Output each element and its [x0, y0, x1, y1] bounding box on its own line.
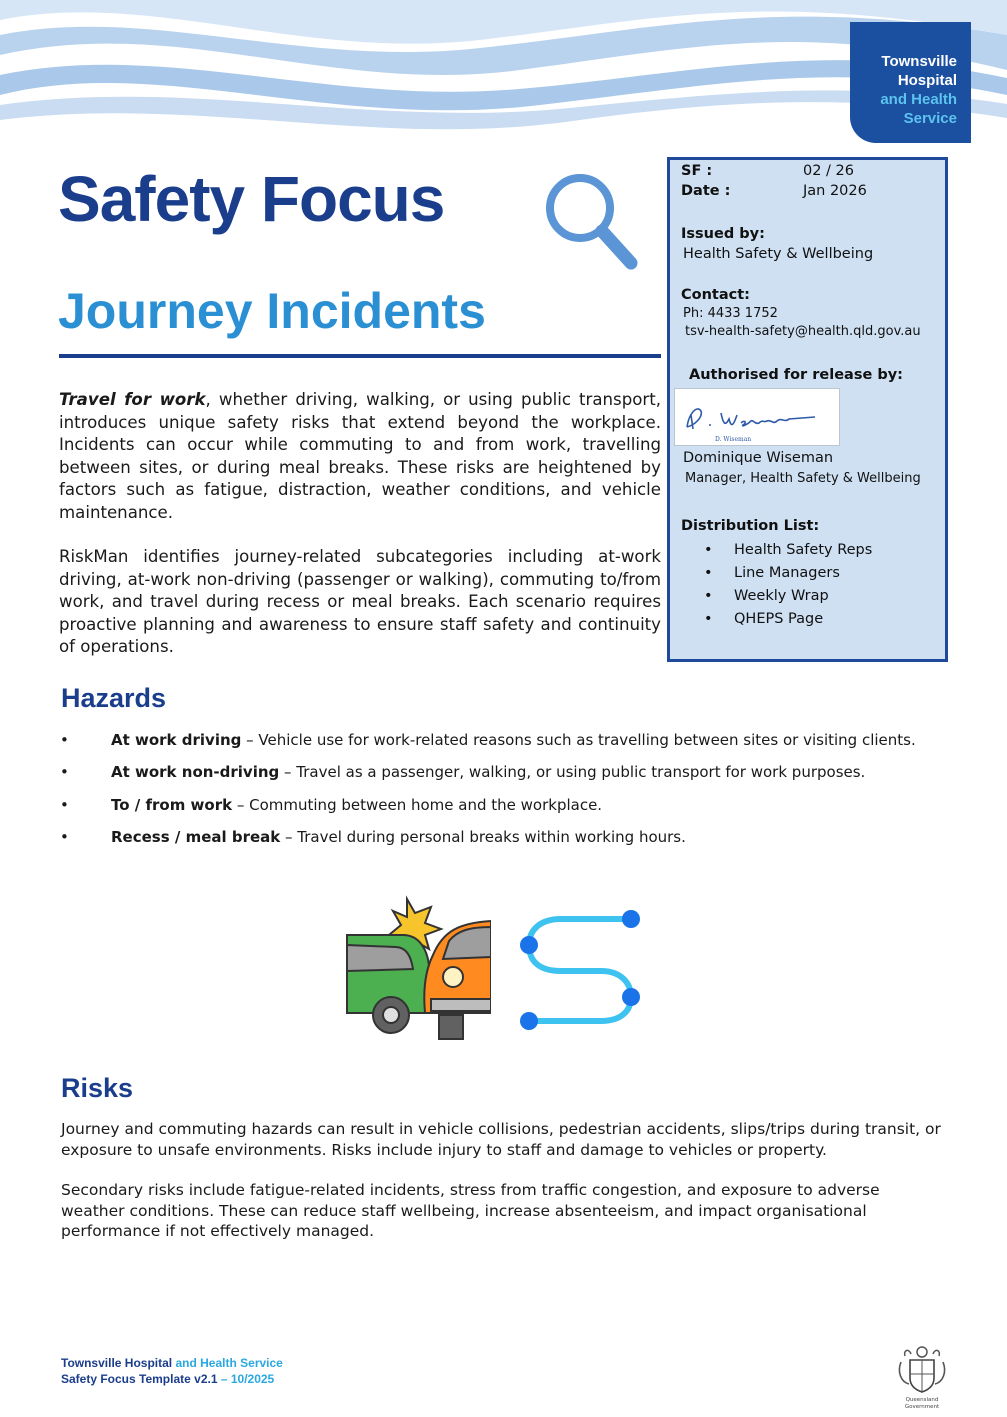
organisation-logo: [850, 22, 971, 143]
route-icon: [515, 905, 647, 1033]
signature-drawing: [675, 389, 839, 445]
list-item: • QHEPS Page: [704, 611, 824, 627]
authorised-label: Authorised for release by:: [689, 367, 903, 383]
logo-line-4: Service: [903, 110, 957, 127]
magnifier-icon: [540, 170, 645, 275]
crest-text-line-2: Government: [904, 1404, 940, 1410]
date-label: Date :: [681, 183, 731, 199]
issued-by-value: Health Safety & Wellbeing: [683, 246, 874, 262]
crest-text-line-1: Queensland: [905, 1397, 939, 1403]
distribution-label: Distribution List:: [681, 518, 820, 534]
footer: [61, 1355, 283, 1387]
hazards-heading: Hazards: [61, 683, 167, 713]
contact-email: tsv-health-safety@health.qld.gov.au: [685, 324, 921, 339]
list-item: • Health Safety Reps: [704, 542, 873, 558]
list-item: • Weekly Wrap: [704, 588, 829, 604]
logo-line-1: Townsville: [881, 53, 957, 70]
risks-paragraph-2: Secondary risks include fatigue-related incidents, stress from traffic congestion, and exposure to adverse weather conditions. These can reduce staff wellbeing, increase absenteeism, and impact organisational performance if not effectively managed.: [61, 1181, 880, 1240]
page-subtitle: Journey Incidents: [58, 283, 486, 339]
signature-image: [674, 388, 840, 446]
distribution-list: [704, 539, 872, 631]
intro-paragraph-1: [59, 389, 661, 524]
intro-lead: Travel for work: [59, 390, 206, 409]
footer-line-2: Safety Focus Template v2.1 – 10/2025: [61, 1372, 275, 1386]
intro-paragraph-2: RiskMan identifies journey-related subcategories including at-work driving, at-work non-driving (passenger or walking), commuting to/from work, and travel during recess or meal breaks. Each scenario requires proactive planning and awareness to ensure staff safety and continuity of operations.: [59, 547, 661, 656]
sf-label: SF :: [681, 163, 713, 179]
document-info-box: [667, 157, 948, 662]
intro-paragraph-1-text: , whether driving, walking, or using public transport, introduces unique safety risks that extend beyond the workplace. Incidents can occur while commuting to and from work, travelling between sites, or during meal breaks. These risks are heightened by factors such as fatigue, distraction, weather conditions, and vehicle maintenance.: [59, 390, 661, 522]
page-title: Safety Focus: [58, 163, 445, 235]
date-value: Jan 2026: [803, 183, 867, 199]
logo-line-3: and Health: [880, 91, 957, 108]
footer-line-1: Townsville Hospital and Health Service: [61, 1356, 283, 1370]
contact-phone: Ph: 4433 1752: [683, 306, 778, 321]
intro-text: [59, 389, 661, 681]
authoriser-role: Manager, Health Safety & Wellbeing: [685, 471, 921, 486]
risks-heading: Risks: [61, 1073, 134, 1103]
contact-label: Contact:: [681, 287, 750, 303]
authoriser-name: Dominique Wiseman: [683, 450, 834, 466]
list-item: • Line Managers: [704, 565, 840, 581]
queensland-crest-icon: [895, 1344, 949, 1410]
signature-text: D. Wiseman: [715, 436, 752, 443]
logo-line-2: Hospital: [897, 72, 957, 89]
issued-by-label: Issued by:: [681, 226, 765, 242]
risks-paragraph-1: Journey and commuting hazards can result in vehicle collisions, pedestrian accidents, slips/trips during transit, or exposure to unsafe environments. Risks include injury to staff and damage to vehicles or property.: [61, 1120, 941, 1159]
car-crash-icon: [345, 895, 491, 1043]
risks-text: [61, 1119, 946, 1262]
sf-value: 02 / 26: [803, 163, 855, 179]
title-divider: [59, 354, 661, 358]
